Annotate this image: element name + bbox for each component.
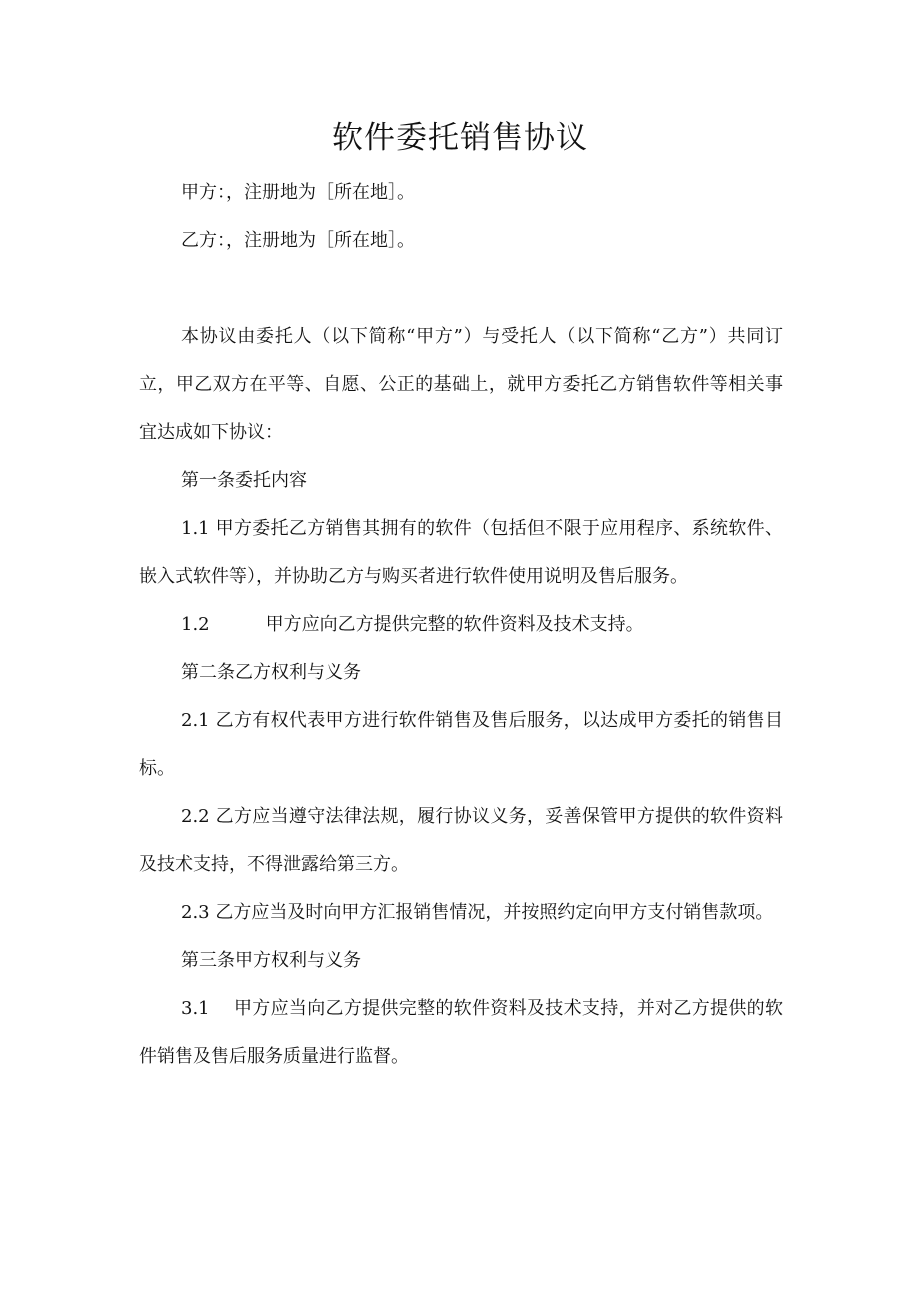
document-body xyxy=(139,169,783,1081)
clause-3-1 xyxy=(139,985,783,1081)
clause-1-2 xyxy=(139,601,783,649)
party-a-line: 甲方：，注册地为［所在地］。 xyxy=(181,182,415,203)
article-3-heading: 第三条甲方权利与义务 xyxy=(181,950,361,971)
clause-2-3: 2.3 乙方应当及时向甲方汇报销售情况，并按照约定向甲方支付销售款项。 xyxy=(181,902,774,923)
clause-3-1-text: 甲方应当向乙方提供完整的软件资料及技术支持，并对乙方提供的软件销售及售后服务质量进行监督。 xyxy=(139,998,783,1067)
clause-1-1: 1.1 甲方委托乙方销售其拥有的软件（包括但不限于应用程序、系统软件、嵌入式软件等），并协助乙方与购买者进行软件使用说明及售后服务。 xyxy=(139,518,783,587)
clause-1-2-number: 1.2 xyxy=(181,614,210,635)
intro-paragraph: 本协议由委托人（以下简称“甲方”）与受托人（以下简称“乙方”）共同订立，甲乙双方在平等、自愿、公正的基础上，就甲方委托乙方销售软件等相关事宜达成如下协议： xyxy=(139,326,783,443)
article-2-heading: 第二条乙方权利与义务 xyxy=(181,662,361,683)
clause-2-1: 2.1 乙方有权代表甲方进行软件销售及售后服务，以达成甲方委托的销售目标。 xyxy=(139,710,783,779)
clause-2-2: 2.2 乙方应当遵守法律法规，履行协议义务，妥善保管甲方提供的软件资料及技术支持，不得泄露给第三方。 xyxy=(139,806,783,875)
party-b-line: 乙方：，注册地为［所在地］。 xyxy=(181,230,415,251)
document-title: 软件委托销售协议 xyxy=(332,120,588,156)
clause-3-1-number: 3.1 xyxy=(181,998,210,1019)
clause-1-2-text: 甲方应向乙方提供完整的软件资料及技术支持。 xyxy=(265,614,644,635)
article-1-heading: 第一条委托内容 xyxy=(181,470,307,491)
